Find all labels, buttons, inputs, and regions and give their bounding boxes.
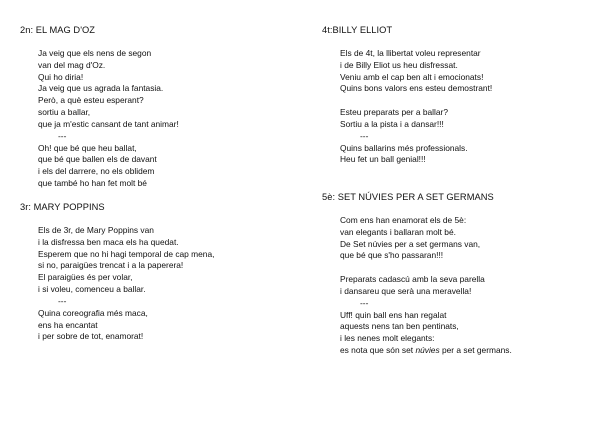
verse-line: que també ho han fet molt bé (38, 178, 147, 189)
verse (38, 225, 290, 343)
verse-separator: --- (360, 130, 369, 141)
section-mag-doz (20, 24, 290, 190)
verse-line: que bé que ballen els de davant (38, 154, 157, 165)
verse-line: si no, paraigües trencat i a la paperera! (38, 260, 184, 271)
section-title: 4t:BILLY ELLIOT (322, 25, 393, 35)
section-set-nuvies (322, 191, 592, 357)
verse-line: Ja veig que els nens de segon (38, 47, 152, 58)
verse-separator: --- (58, 295, 67, 306)
verse-line: Esperem que no hi hagi temporal de cap mena, (38, 248, 215, 259)
section-mary-poppins (20, 201, 290, 343)
verse-line: Ja veig que us agrada la fantasia. (38, 83, 164, 94)
verse-line: i per sobre de tot, enamorat! (38, 331, 144, 342)
verse-line: que bé que s'ho passaran!!! (340, 250, 444, 261)
verse-line: Preparats cadascú amb la seva parella (340, 274, 485, 285)
verse (38, 48, 290, 190)
verse-line: Oh! que bé que heu ballat, (38, 142, 137, 153)
verse-line-italic: es nota que són set núvies per a set germans. (340, 345, 512, 356)
verse-line: i la disfressa ben maca els ha quedat. (38, 236, 179, 247)
verse-line: Els de 3r, de Mary Poppins van (38, 224, 154, 235)
verse (340, 48, 592, 166)
verse-line: Però, a què esteu esperant? (38, 95, 144, 106)
verse-line: aquests nens tan ben pentinats, (340, 321, 459, 332)
verse-line: Heu fet un ball genial!!! (340, 154, 426, 165)
verse-line: El paraigües és per volar, (38, 272, 133, 283)
verse-separator: --- (360, 297, 369, 308)
verse-line: i les nenes molt elegants: (340, 333, 435, 344)
verse-line: Quins bons valors ens esteu demostrant! (340, 83, 493, 94)
section-title: 5è: SET NÚVIES PER A SET GERMANS (322, 192, 494, 202)
verse-line: Esteu preparats per a ballar? (340, 107, 449, 118)
verse-line-italic: De Set núvies per a set germans van, (340, 238, 481, 249)
verse-line: que ja m'estic cansant de tant animar! (38, 118, 179, 129)
verse-line: Veniu amb el cap ben alt i emocionats! (340, 71, 484, 82)
section-title: 3r: MARY POPPINS (20, 202, 105, 212)
verse-line: Quina coreografia més maca, (38, 307, 148, 318)
verse-blank-line (340, 262, 592, 274)
verse-blank-line (340, 95, 592, 107)
verse-line: i si voleu, comenceu a ballar. (38, 284, 146, 295)
verse-line: Quins ballarins més professionals. (340, 142, 468, 153)
verse-separator: --- (58, 130, 67, 141)
verse-line: ens ha encantat (38, 319, 98, 330)
verse-line: Sortiu a la pista i a dansar!!! (340, 118, 444, 129)
verse-line: Qui ho diria! (38, 71, 84, 82)
section-title: 2n: EL MAG D'OZ (20, 25, 96, 35)
verse-line: i de Billy Eliot us heu disfressat. (340, 59, 458, 70)
verse-line: Els de 4t, la llibertat voleu representar (340, 47, 481, 58)
verse-line: Uff! quin ball ens han regalat (340, 309, 447, 320)
verse-line: sortiu a ballar, (38, 107, 91, 118)
verse-line: i els del darrere, no els oblidem (38, 166, 155, 177)
verse (340, 215, 592, 357)
section-billy-elliot (322, 24, 592, 166)
verse-line: i dansareu que serà una meravella! (340, 285, 472, 296)
verse-line: van del mag d'Oz. (38, 59, 106, 70)
verse-line: Com ens han enamorat els de 5è: (340, 214, 467, 225)
verse-line: van elegants i ballaran molt bé. (340, 226, 456, 237)
